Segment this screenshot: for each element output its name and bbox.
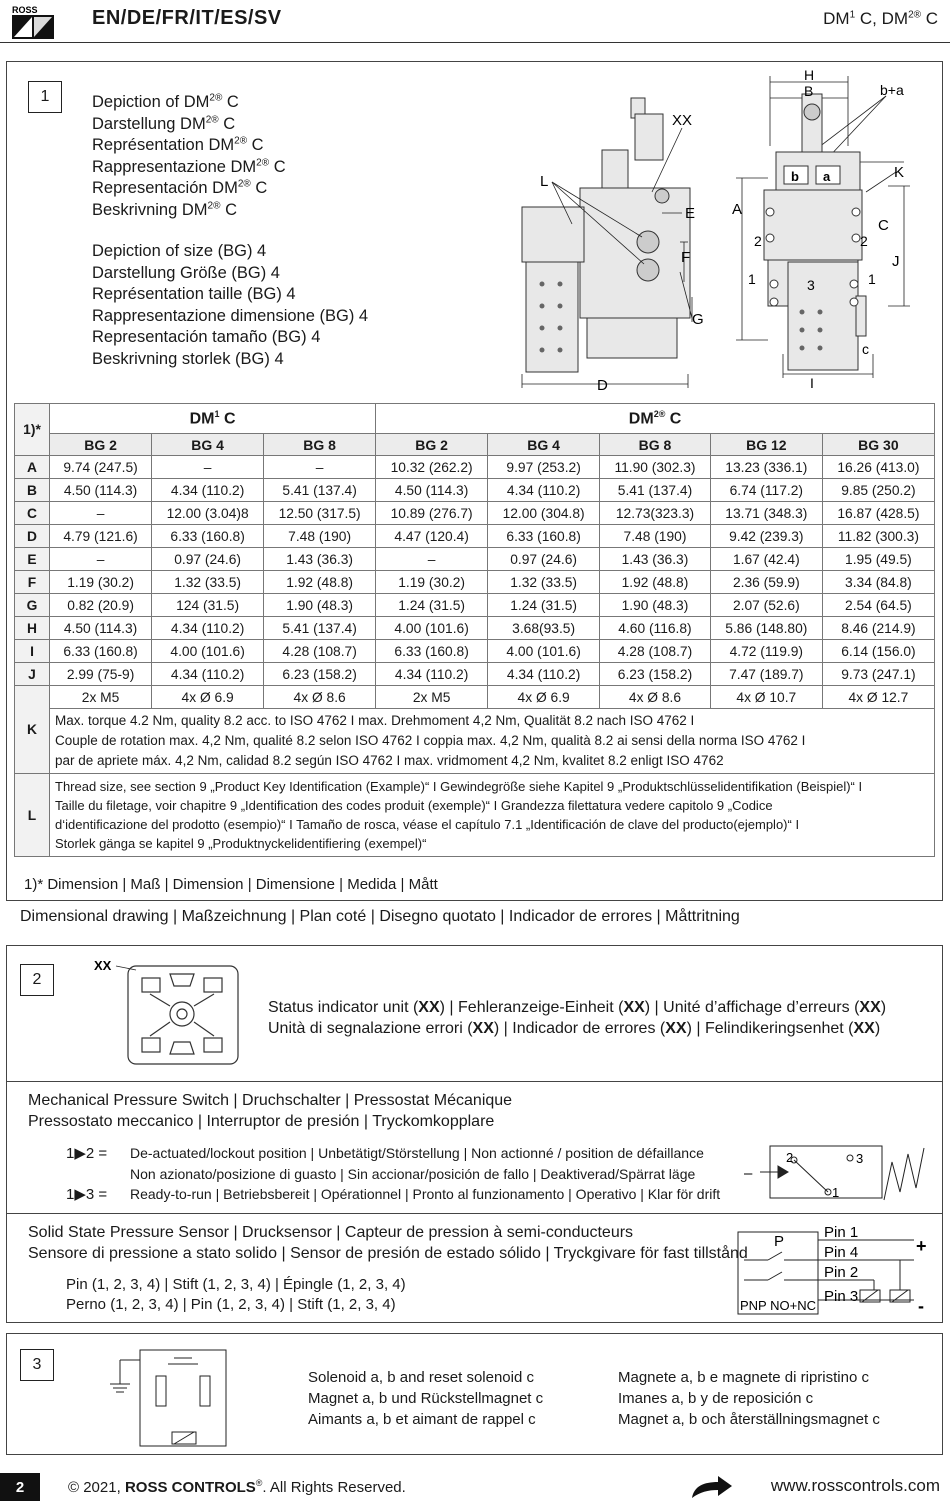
label-one-right: 1 [868, 271, 876, 287]
label-coil-b: b [791, 169, 799, 184]
table-cell: 5.41 (137.4) [264, 479, 376, 502]
table-cell: 1.32 (33.5) [152, 571, 264, 594]
label-f: F [681, 249, 691, 266]
table-cell: 1.43 (36.3) [264, 548, 376, 571]
table-cell: 1.90 (48.3) [600, 594, 711, 617]
table-cell: 16.87 (428.5) [822, 502, 934, 525]
table-cell: 7.48 (190) [600, 525, 711, 548]
bolt-cell: 2x M5 [50, 686, 152, 709]
bolt-cell: 4x Ø 6.9 [152, 686, 264, 709]
mech-switch-title-1: Mechanical Pressure Switch | Druchschalter | Pressostat Mécanique [28, 1092, 513, 1109]
solenoid-col2-line: Magnet a, b och återställningsmagnet c [618, 1411, 880, 1428]
size-line: Darstellung Größe (BG) 4 [92, 263, 280, 282]
table-cell: 1.43 (36.3) [600, 548, 711, 571]
table-cell: 2.54 (64.5) [822, 594, 934, 617]
table-row [15, 594, 935, 617]
sensor-pin2: Pin 2 [824, 1264, 859, 1281]
group-header-dm1: $DM^1$ C [50, 404, 376, 434]
table-cell: 1.92 (48.8) [264, 571, 376, 594]
table-cell: 1.67 (42.4) [710, 548, 822, 571]
pin-line-2: Perno (1, 2, 3, 4) | Pin (1, 2, 3, 4) | Stift (1, 2, 3, 4) [66, 1296, 396, 1313]
pos13-line: Ready-to-run | Betriebsbereit | Opérationnel | Pronto al funzionamento | Operativo | Klar för drift [130, 1186, 721, 1202]
solid-sensor-title-1: Solid State Pressure Sensor | Drucksensor | Capteur de pression à semi-conducteurs [28, 1224, 634, 1241]
label-three: 3 [807, 277, 815, 293]
table-cell: 1.24 (31.5) [376, 594, 488, 617]
table-corner: 1)* [15, 404, 50, 456]
table-cell: 4.34 (110.2) [152, 617, 264, 640]
table-cell: 4.00 (101.6) [488, 640, 600, 663]
table-cell: 4.00 (101.6) [152, 640, 264, 663]
size-line: Beskrivning storlek (BG) 4 [92, 349, 284, 368]
sensor-pin3: Pin 3 [824, 1288, 859, 1305]
size-line: Rappresentazione dimensione (BG) 4 [92, 306, 369, 325]
table-cell: 4.79 (121.6) [50, 525, 152, 548]
l-text-line: Storlek gänga se kapitel 9 „Produktnyckelidentifiering (exempel)“ [55, 836, 427, 851]
table-row [15, 548, 935, 571]
table-cell: 4.50 (114.3) [50, 479, 152, 502]
table-cell: – [152, 456, 264, 479]
row-label: G [15, 594, 50, 617]
section2-number: 2 [20, 964, 54, 996]
arrow-right-icon [690, 1474, 734, 1500]
page-header [0, 0, 950, 44]
table-cell: 7.47 (189.7) [710, 663, 822, 686]
k-text-line: par de apriete máx. 4,2 Nm, calidad 8.2 según ISO 4762 I max. vridmoment 4,2 Nm, kvalitet 8.2 enligt ISO 4762 [55, 753, 724, 768]
size-header: BG 2 [50, 434, 152, 456]
row-label: C [15, 502, 50, 525]
row-label: D [15, 525, 50, 548]
table-cell: 9.85 (250.2) [822, 479, 934, 502]
table-cell: 12.73(323.3) [600, 502, 711, 525]
table-row [15, 640, 935, 663]
row-label: H [15, 617, 50, 640]
size-header: BG 30 [822, 434, 934, 456]
table-cell: 11.82 (300.3) [822, 525, 934, 548]
switch-one: 1 [832, 1185, 840, 1200]
sensor-minus: - [918, 1296, 924, 1316]
section3-number: 3 [20, 1349, 54, 1381]
pin-line-1: Pin (1, 2, 3, 4) | Stift (1, 2, 3, 4) | Épingle (1, 2, 3, 4) [66, 1276, 406, 1293]
drawing-caption: Dimensional drawing | Maßzeichnung | Plan coté | Disegno quotato | Indicador de errores | Måttritning [20, 908, 740, 925]
table-cell: 2.36 (59.9) [710, 571, 822, 594]
table-cell: 1.32 (33.5) [488, 571, 600, 594]
table-cell: 3.68(93.5) [488, 617, 600, 640]
switch-three: 3 [856, 1151, 864, 1166]
table-cell: 9.74 (247.5) [50, 456, 152, 479]
table-cell: 6.33 (160.8) [376, 640, 488, 663]
table-cell: 2.07 (52.6) [710, 594, 822, 617]
side-view-drawing [512, 92, 717, 397]
sensor-pin1: Pin 1 [824, 1224, 859, 1241]
table-cell: 4.34 (110.2) [152, 663, 264, 686]
k-text-row [15, 709, 935, 774]
label-h: H [804, 67, 815, 83]
table-cell: 6.33 (160.8) [152, 525, 264, 548]
website-link[interactable]: www.rosscontrols.com [770, 1476, 940, 1495]
front-view-drawing [728, 66, 938, 396]
section1-number: 1 [28, 81, 62, 113]
status-indicator-drawing [90, 954, 250, 1074]
size-header: BG 12 [710, 434, 822, 456]
table-cell: 6.14 (156.0) [822, 640, 934, 663]
page-number: 2 [0, 1473, 40, 1501]
sensor-pin4: Pin 4 [824, 1244, 859, 1261]
switch-two: 2 [786, 1150, 794, 1165]
copyright: © 2021, ROSS CONTROLS®. All Rights Reserved. [68, 1478, 406, 1496]
data-rows [15, 456, 935, 686]
table-row [15, 525, 935, 548]
row-label: A [15, 456, 50, 479]
status-indicator-text-1: Status indicator unit (XX) | Fehleranzeige-Einheit (XX) | Unité d’affichage d’erreurs (XX) [268, 999, 887, 1016]
l-text [50, 774, 935, 857]
pos12-line-2: Non azionato/posizione di guasto | Sin accionar/posición de fallo | Deaktiverad/Spärrat läge [130, 1166, 696, 1182]
table-cell: 12.00 (3.04)8 [152, 502, 264, 525]
header-rule [0, 42, 950, 43]
table-cell: 4.50 (114.3) [50, 617, 152, 640]
size-line: Représentation taille (BG) 4 [92, 285, 296, 303]
dimension-footnote: 1)* Dimension | Maß | Dimension | Dimensione | Medida | Mått [24, 876, 438, 893]
row-label: J [15, 663, 50, 686]
depiction-line: Depiction of $DM^{2®}$ C [92, 92, 239, 111]
label-j: J [892, 253, 900, 270]
status-indicator-text-2: Unità di segnalazione errori (XX) | Indicador de errores (XX) | Felindikeringsenhet (XX) [268, 1020, 881, 1037]
table-cell: 1.95 (49.5) [822, 548, 934, 571]
depiction-line: Rappresentazione $DM^{2®}$ C [92, 157, 286, 176]
table-cell: 6.33 (160.8) [488, 525, 600, 548]
label-e: E [685, 205, 696, 222]
table-cell: 0.82 (20.9) [50, 594, 152, 617]
label-g: G [692, 311, 704, 328]
table-cell: 4.28 (108.7) [264, 640, 376, 663]
size-header: BG 8 [264, 434, 376, 456]
solenoid-col2-line: Imanes a, b y de reposición c [618, 1390, 814, 1407]
table-cell: 1.92 (48.8) [600, 571, 711, 594]
section2-divider-1 [6, 1081, 943, 1082]
table-cell: 6.23 (158.2) [264, 663, 376, 686]
pos12-code: 1▶2 = [66, 1145, 108, 1162]
table-cell: 5.86 (148.80) [710, 617, 822, 640]
switch-minus: – [744, 1165, 753, 1182]
table-cell: 7.48 (190) [264, 525, 376, 548]
table-cell: 6.23 (158.2) [600, 663, 711, 686]
table-cell: 4.72 (119.9) [710, 640, 822, 663]
table-cell: 6.74 (117.2) [710, 479, 822, 502]
depiction-line: Representación $DM^{2®}$ C [92, 178, 268, 197]
depiction-line: Beskrivning $DM^{2®}$ C [92, 200, 237, 219]
table-cell: 5.41 (137.4) [264, 617, 376, 640]
label-two-left: 2 [754, 233, 762, 249]
k-text-line: Max. torque 4.2 Nm, quality 8.2 acc. to ISO 4762 I max. Drehmoment 4,2 Nm, Qualität 8.2 nach ISO 4762 I [55, 713, 695, 728]
label-i: I [810, 375, 814, 391]
table-cell: 4.00 (101.6) [376, 617, 488, 640]
row-label: I [15, 640, 50, 663]
depiction-line: Darstellung $DM^{2®}$ C [92, 114, 236, 133]
mech-switch-title-2: Pressostato meccanico | Interruptor de presión | Tryckomkopplare [28, 1113, 495, 1130]
label-c-dim: C [878, 217, 889, 234]
label-small-c: c [862, 341, 869, 357]
l-row [15, 774, 935, 857]
table-cell: 4.50 (114.3) [376, 479, 488, 502]
size-header-row [15, 434, 935, 456]
label-coil-a: a [823, 169, 831, 184]
table-cell: 9.42 (239.3) [710, 525, 822, 548]
table-cell: – [50, 548, 152, 571]
mech-switch-symbol [742, 1142, 930, 1204]
sensor-p: P [774, 1233, 785, 1250]
sensor-plus: + [916, 1236, 927, 1256]
table-row [15, 479, 935, 502]
solenoid-col2-line: Magnete a, b e magnete di ripristino c [618, 1369, 869, 1386]
row-label: E [15, 548, 50, 571]
table-cell: 2.99 (75-9) [50, 663, 152, 686]
bolt-cell: 2x M5 [376, 686, 488, 709]
size-line: Representación tamaño (BG) 4 [92, 328, 321, 346]
table-cell: 4.28 (108.7) [600, 640, 711, 663]
table-cell: 4.34 (110.2) [152, 479, 264, 502]
table-row [15, 617, 935, 640]
depiction-line: Représentation $DM^{2®}$ C [92, 135, 264, 154]
table-cell: 6.33 (160.8) [50, 640, 152, 663]
table-cell: 13.23 (336.1) [710, 456, 822, 479]
table-cell: 4.34 (110.2) [376, 663, 488, 686]
label-b: B [804, 83, 814, 99]
table-cell: 9.73 (247.1) [822, 663, 934, 686]
table-cell: 5.41 (137.4) [600, 479, 711, 502]
solenoid-schematic [100, 1340, 240, 1452]
bolt-cell: 4x Ø 10.7 [710, 686, 822, 709]
size-header: BG 8 [600, 434, 711, 456]
size-line: Depiction of size (BG) 4 [92, 242, 267, 260]
language-title: EN/DE/FR/IT/ES/SV [92, 7, 282, 29]
table-cell: 1.19 (30.2) [50, 571, 152, 594]
table-cell: – [50, 502, 152, 525]
table-cell: 4.60 (116.8) [600, 617, 711, 640]
pos13-code: 1▶3 = [66, 1186, 108, 1203]
table-cell: 16.26 (413.0) [822, 456, 934, 479]
table-row [15, 571, 935, 594]
table-cell: 0.97 (24.6) [488, 548, 600, 571]
k-bolt-row [15, 686, 935, 709]
table-cell: – [376, 548, 488, 571]
table-cell: 10.32 (262.2) [376, 456, 488, 479]
label-xx-indicator: XX [94, 958, 112, 973]
table-cell: – [264, 456, 376, 479]
table-cell: 1.19 (30.2) [376, 571, 488, 594]
solenoid-col1-line: Magnet a, b und Rückstellmagnet c [308, 1390, 544, 1407]
group-header-dm2: $DM^{2®}$ C [376, 404, 935, 434]
logo-text: ROSS [12, 5, 38, 15]
l-text-line: d‘identificazione del prodotto (esempio)“ I Tamaño de rosca, véase el capítulo 7.1 „Identificación de clave del producto(ejemplo)“ I [55, 817, 800, 832]
row-label-l: L [15, 774, 50, 857]
sensor-type: PNP NO+NC [740, 1298, 816, 1313]
size-list [92, 241, 368, 370]
bolt-cell: 4x Ø 8.6 [264, 686, 376, 709]
label-d: D [597, 377, 608, 394]
table-row [15, 456, 935, 479]
table-cell: 11.90 (302.3) [600, 456, 711, 479]
l-text-line: Taille du filetage, voir chapitre 9 „Identification des codes produit (exemple)“ I Grandezza filettatura vedere capitolo 9 „Codice [55, 798, 773, 813]
row-label: B [15, 479, 50, 502]
table-row [15, 502, 935, 525]
table-cell: 12.00 (304.8) [488, 502, 600, 525]
label-b-plus-a: b+a [880, 82, 904, 98]
table-cell: 124 (31.5) [152, 594, 264, 617]
table-cell: 13.71 (348.3) [710, 502, 822, 525]
label-k: K [894, 164, 905, 181]
label-two-right: 2 [860, 233, 868, 249]
table-cell: 3.34 (84.8) [822, 571, 934, 594]
label-xx: XX [672, 112, 693, 129]
size-header: BG 2 [376, 434, 488, 456]
table-cell: 12.50 (317.5) [264, 502, 376, 525]
table-cell: 10.89 (276.7) [376, 502, 488, 525]
pos12-line-1: De-actuated/lockout position | Unbetätigt/Störstellung | Non actionné / position de défaillance [130, 1145, 704, 1161]
table-cell: 4.34 (110.2) [488, 479, 600, 502]
table-cell: 9.97 (253.2) [488, 456, 600, 479]
bolt-cell: 4x Ø 12.7 [822, 686, 934, 709]
table-cell: 8.46 (214.9) [822, 617, 934, 640]
table-cell: 4.47 (120.4) [376, 525, 488, 548]
depiction-list [92, 92, 286, 221]
k-text [50, 709, 935, 774]
table-cell: 1.24 (31.5) [488, 594, 600, 617]
table-cell: 1.90 (48.3) [264, 594, 376, 617]
solenoid-col1-line: Aimants a, b et aimant de rappel c [308, 1411, 536, 1428]
k-text-line: Couple de rotation max. 4,2 Nm, qualité 8.2 selon ISO 4762 I coppia max. 4,2 Nm, qualità 8.2 ai sensi della norma ISO 4762 I [55, 733, 806, 748]
label-one-left: 1 [748, 271, 756, 287]
table-row [15, 663, 935, 686]
label-l: L [540, 173, 549, 190]
row-label: F [15, 571, 50, 594]
size-header: BG 4 [152, 434, 264, 456]
size-header: BG 4 [488, 434, 600, 456]
ross-logo [10, 4, 56, 40]
product-title: $DM^1$ C, $DM^{2®}$ C [823, 9, 938, 28]
solenoid-col1-line: Solenoid a, b and reset solenoid c [308, 1369, 534, 1386]
bolt-cell: 4x Ø 6.9 [488, 686, 600, 709]
section2-divider-2 [6, 1213, 943, 1214]
solid-sensor-title-2: Sensore di pressione a stato solido | Sensor de presión de estado sólido | Tryckgivare för fast tillstånd [28, 1245, 748, 1262]
table-cell: 4.34 (110.2) [488, 663, 600, 686]
bolt-cell: 4x Ø 8.6 [600, 686, 711, 709]
solid-sensor-symbol [734, 1220, 938, 1318]
dimension-table [14, 403, 935, 857]
l-text-line: Thread size, see section 9 „Product Key Identification (Example)“ I Gewindegröße siehe Kapitel 9 „Produktschlüsselidentifikation (Beispiel)“ I [55, 779, 863, 794]
table-cell: 0.97 (24.6) [152, 548, 264, 571]
row-label-k: K [15, 686, 50, 774]
label-a-dim: A [732, 201, 743, 218]
